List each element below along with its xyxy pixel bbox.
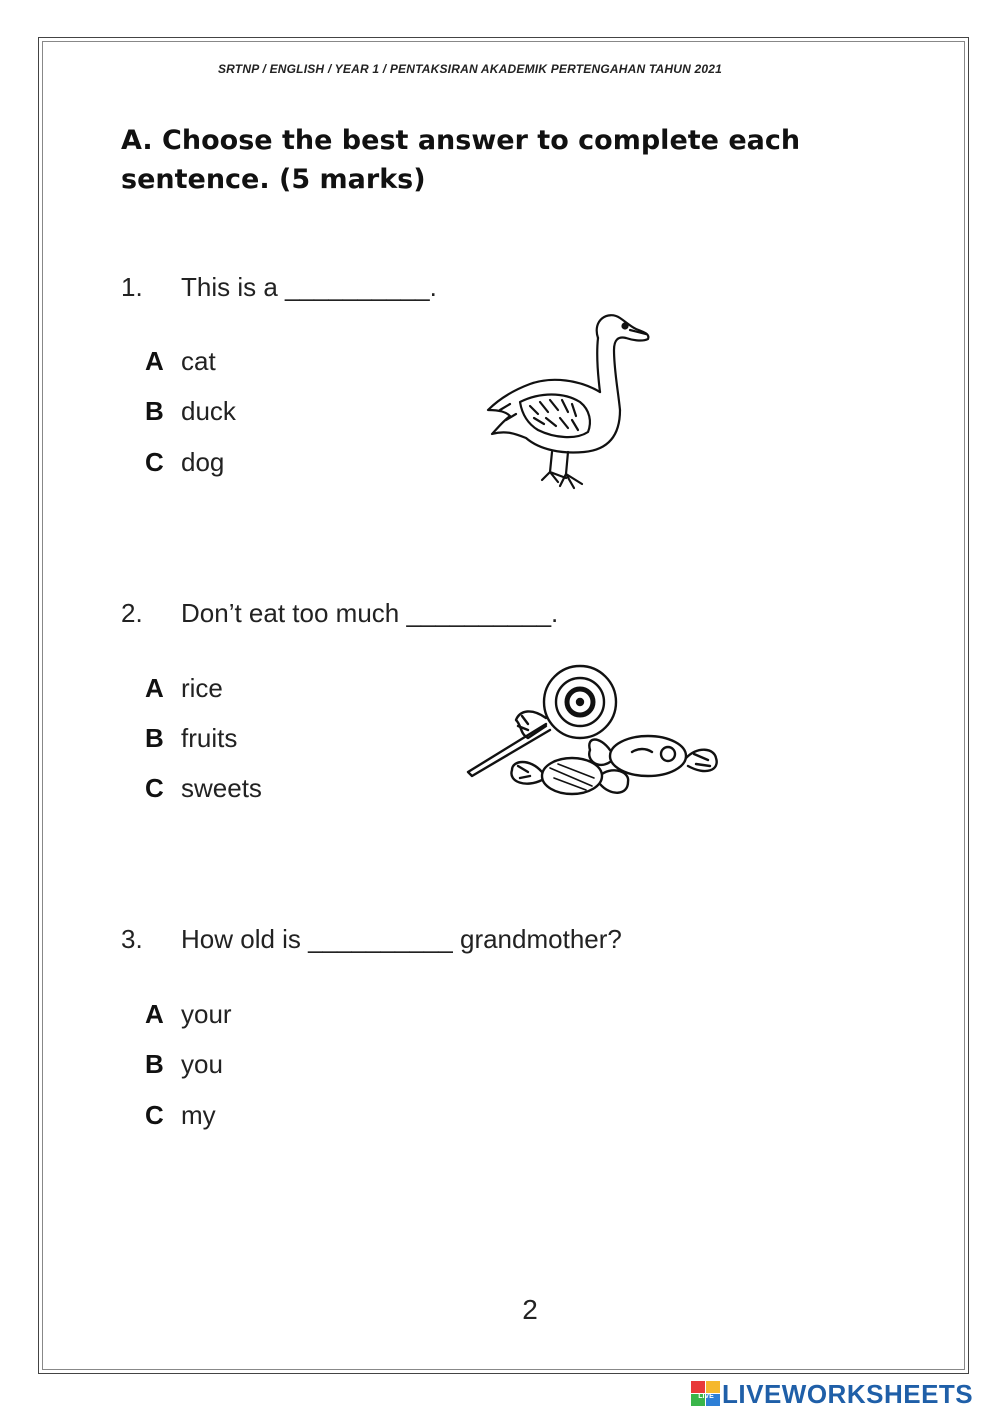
option-text[interactable]: sweets: [181, 773, 262, 803]
option-text[interactable]: fruits: [181, 723, 238, 753]
liveworksheets-brand[interactable]: [690, 1378, 973, 1410]
option-letter: C: [145, 447, 164, 477]
option-letter: B: [145, 1049, 164, 1079]
option-letter: B: [145, 723, 164, 753]
option-letter: C: [145, 773, 164, 803]
option-text[interactable]: your: [181, 999, 232, 1029]
option-text[interactable]: cat: [181, 346, 216, 376]
option-letter: A: [145, 346, 164, 376]
option-text[interactable]: you: [181, 1049, 223, 1079]
question-text: How old is __________ grandmother?: [181, 924, 622, 954]
section-title: A. Choose the best answer to complete each sentence. (5 marks): [121, 125, 801, 195]
liveworksheets-wordmark: LIVEWORKSHEETS: [722, 1378, 974, 1409]
page-header: SRTNP / ENGLISH / YEAR 1 / PENTAKSIRAN AKADEMIK PERTENGAHAN TAHUN 2021: [217, 62, 723, 76]
question-number: 1.: [121, 272, 143, 302]
question-number: 2.: [121, 598, 143, 628]
sweets-illustration: [462, 664, 726, 810]
option-letter: A: [145, 673, 164, 703]
option-text[interactable]: duck: [181, 396, 236, 426]
svg-text:LIVE: LIVE: [698, 1393, 714, 1400]
question-text: This is a __________.: [181, 272, 437, 302]
option-letter: A: [145, 999, 164, 1029]
question-number: 3.: [121, 924, 143, 954]
option-letter: B: [145, 396, 164, 426]
duck-illustration: [480, 306, 660, 496]
question-text: Don’t eat too much __________.: [181, 598, 559, 628]
page-number: 2: [522, 1294, 538, 1325]
option-letter: C: [145, 1100, 164, 1130]
option-text[interactable]: my: [181, 1100, 216, 1130]
option-text[interactable]: dog: [181, 447, 225, 477]
liveworksheets-logo-icon: [690, 1380, 722, 1408]
option-text[interactable]: rice: [181, 673, 223, 703]
